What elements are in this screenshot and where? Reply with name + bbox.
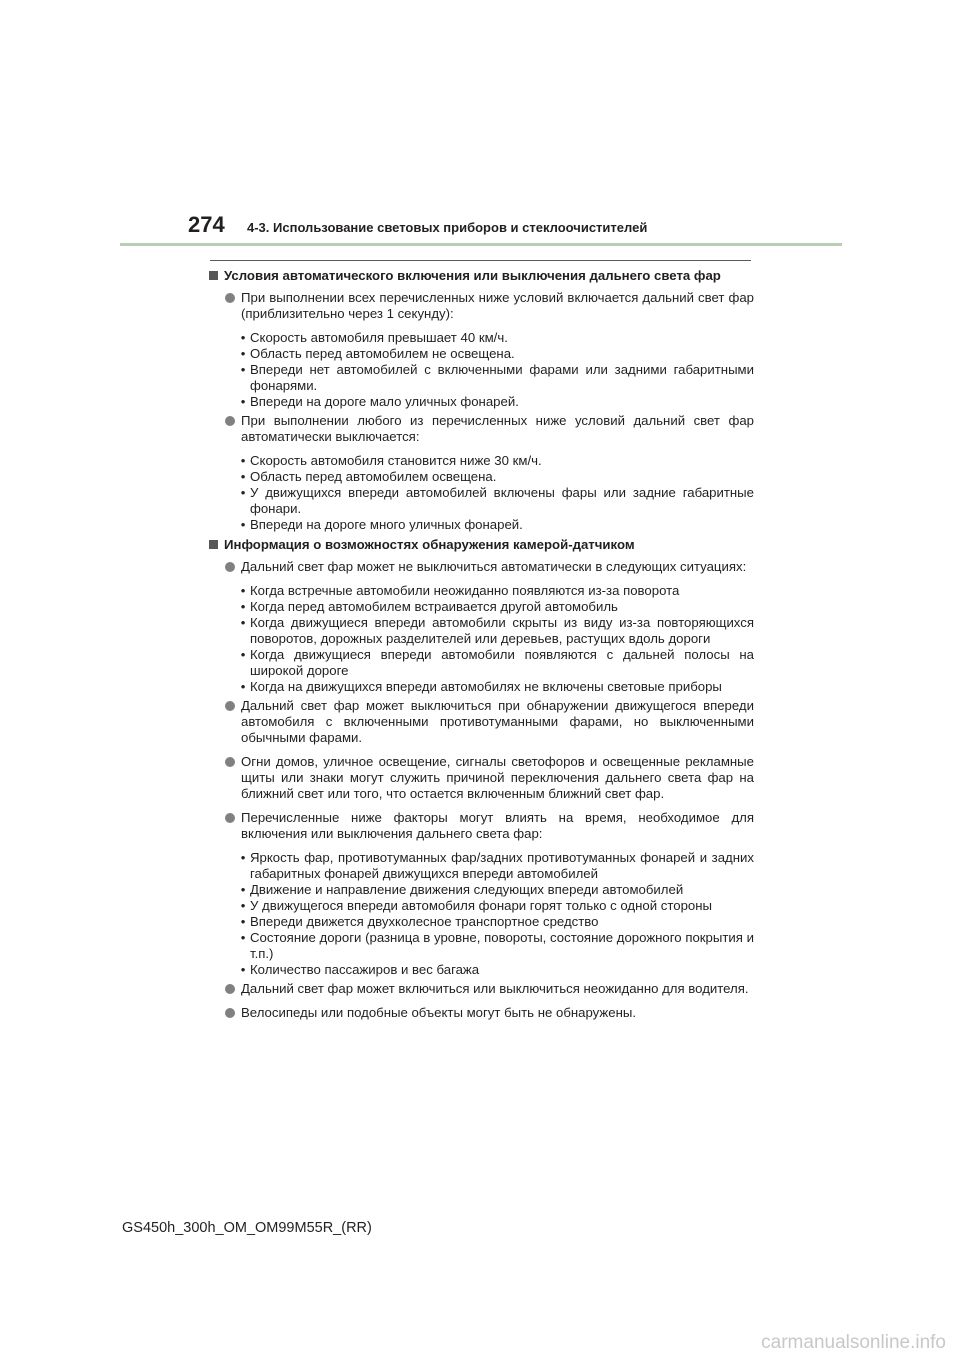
list-item-text: Впереди на дороге много уличных фонарей. <box>250 517 523 532</box>
list-item <box>238 930 754 962</box>
section-heading <box>208 267 754 285</box>
list-bullet: • <box>240 517 246 532</box>
list-item <box>238 330 754 346</box>
list-item-text: Яркость фар, противотуманных фар/задних противотуманных фонарей и задних габаритных фонарей движущихся впереди автомобилей <box>250 850 754 881</box>
list-bullet: • <box>240 346 246 361</box>
section-title: 4-3. Использование световых приборов и стеклоочистителей <box>247 220 648 235</box>
list-bullet: • <box>240 485 246 500</box>
list-bullet: • <box>240 882 246 897</box>
list-item <box>238 647 754 679</box>
list-item-text: Движение и направление движения следующих впереди автомобилей <box>250 882 684 897</box>
list-item-text: Скорость автомобиля становится ниже 30 км/ч. <box>250 453 542 468</box>
list-item <box>238 615 754 647</box>
list-item <box>238 583 754 599</box>
list-bullet: • <box>240 453 246 468</box>
list-item-text: Область перед автомобилем освещена. <box>250 469 497 484</box>
section-heading-text: Информация о возможностях обнаружения камерой-датчиком <box>224 537 635 552</box>
circle-bullet-icon <box>225 757 235 767</box>
list-bullet: • <box>240 583 246 598</box>
page-header <box>0 0 960 260</box>
list-item-text: У движущегося впереди автомобиля фонари горят только с одной стороны <box>250 898 713 913</box>
paragraph <box>208 981 754 997</box>
circle-bullet-icon <box>225 1008 235 1018</box>
list-item-text: Когда встречные автомобили неожиданно появляются из-за поворота <box>250 583 680 598</box>
paragraph-text: При выполнении любого из перечисленных ниже условий дальний свет фар автоматически выключается: <box>241 413 754 444</box>
list-bullet: • <box>240 330 246 345</box>
list-item <box>238 962 754 978</box>
condition-list <box>208 330 754 410</box>
header-divider <box>120 243 842 246</box>
square-bullet-icon <box>209 271 218 280</box>
condition-list <box>208 583 754 695</box>
list-item-text: Впереди движется двухколесное транспортное средство <box>250 914 599 929</box>
list-item-text: Скорость автомобиля превышает 40 км/ч. <box>250 330 508 345</box>
circle-bullet-icon <box>225 293 235 303</box>
list-bullet: • <box>240 615 246 630</box>
paragraph-text: Дальний свет фар может включиться или выключиться неожиданно для водителя. <box>241 981 749 996</box>
list-item <box>238 679 754 695</box>
paragraph <box>208 413 754 445</box>
content-divider <box>210 260 751 261</box>
paragraph <box>208 698 754 746</box>
condition-list <box>208 850 754 978</box>
list-bullet: • <box>240 679 246 694</box>
condition-list <box>208 453 754 533</box>
list-bullet: • <box>240 599 246 614</box>
list-item-text: Впереди нет автомобилей с включенными фарами или задними габаритными фонарями. <box>250 362 754 393</box>
circle-bullet-icon <box>225 984 235 994</box>
list-item <box>238 850 754 882</box>
list-item-text: Количество пассажиров и вес багажа <box>250 962 480 977</box>
list-bullet: • <box>240 394 246 409</box>
list-bullet: • <box>240 362 246 377</box>
list-item <box>238 394 754 410</box>
list-item <box>238 882 754 898</box>
paragraph-text: Дальний свет фар может выключиться при обнаружении движущегося впереди автомобиля с включенными противотуманными фарами, но выключенными обычными фарами. <box>241 698 754 745</box>
list-bullet: • <box>240 914 246 929</box>
circle-bullet-icon <box>225 562 235 572</box>
watermark-text[interactable]: carmanualsonline.info <box>761 1332 946 1353</box>
list-item <box>238 362 754 394</box>
list-item-text: Область перед автомобилем не освещена. <box>250 346 515 361</box>
paragraph-text: Велосипеды или подобные объекты могут быть не обнаружены. <box>241 1005 637 1020</box>
paragraph <box>208 559 754 575</box>
list-item <box>238 469 754 485</box>
paragraph-text: Огни домов, уличное освещение, сигналы светофоров и освещенные рекламные щиты или знаки могут служить причиной переключения дальнего света фар на ближний свет или того, что остается включенным ближний свет фар. <box>241 754 754 801</box>
paragraph <box>208 810 754 842</box>
paragraph <box>208 290 754 322</box>
list-item <box>238 453 754 469</box>
list-item <box>238 346 754 362</box>
section-heading <box>208 536 754 554</box>
paragraph <box>208 1005 754 1021</box>
page-number: 274 <box>188 212 225 237</box>
list-item-text: Когда движущиеся впереди автомобили скрыты из виду из-за повторяющихся поворотов, дорожных разделителей или деревьев, растущих вдоль дороги <box>250 615 754 646</box>
document-code: GS450h_300h_OM_OM99M55R_(RR) <box>122 1220 372 1236</box>
list-bullet: • <box>240 469 246 484</box>
circle-bullet-icon <box>225 813 235 823</box>
list-bullet: • <box>240 962 246 977</box>
list-item <box>238 517 754 533</box>
section-heading-text: Условия автоматического включения или выключения дальнего света фар <box>224 268 721 283</box>
list-item-text: Состояние дороги (разница в уровне, повороты, состояние дорожного покрытия и т.п.) <box>250 930 754 961</box>
list-item <box>238 485 754 517</box>
list-item-text: Когда на движущихся впереди автомобилях не включены световые приборы <box>250 679 722 694</box>
square-bullet-icon <box>209 540 218 549</box>
list-item-text: Впереди на дороге мало уличных фонарей. <box>250 394 519 409</box>
paragraph-text: При выполнении всех перечисленных ниже условий включается дальний свет фар (приблизительно через 1 секунду): <box>241 290 754 321</box>
list-item <box>238 898 754 914</box>
list-item-text: Когда перед автомобилем встраивается другой автомобиль <box>250 599 618 614</box>
list-item <box>238 914 754 930</box>
list-bullet: • <box>240 898 246 913</box>
list-bullet: • <box>240 647 246 662</box>
paragraph <box>208 754 754 802</box>
list-item-text: Когда движущиеся впереди автомобили появляются с дальней полосы на широкой дороге <box>250 647 754 678</box>
page-content <box>208 267 754 1029</box>
paragraph-text: Дальний свет фар может не выключиться автоматически в следующих ситуациях: <box>241 559 747 574</box>
paragraph-text: Перечисленные ниже факторы могут влиять на время, необходимое для включения или выключения дальнего света фар: <box>241 810 754 841</box>
list-bullet: • <box>240 850 246 865</box>
list-item <box>238 599 754 615</box>
circle-bullet-icon <box>225 416 235 426</box>
circle-bullet-icon <box>225 701 235 711</box>
list-bullet: • <box>240 930 246 945</box>
list-item-text: У движущихся впереди автомобилей включены фары или задние габаритные фонари. <box>250 485 754 516</box>
